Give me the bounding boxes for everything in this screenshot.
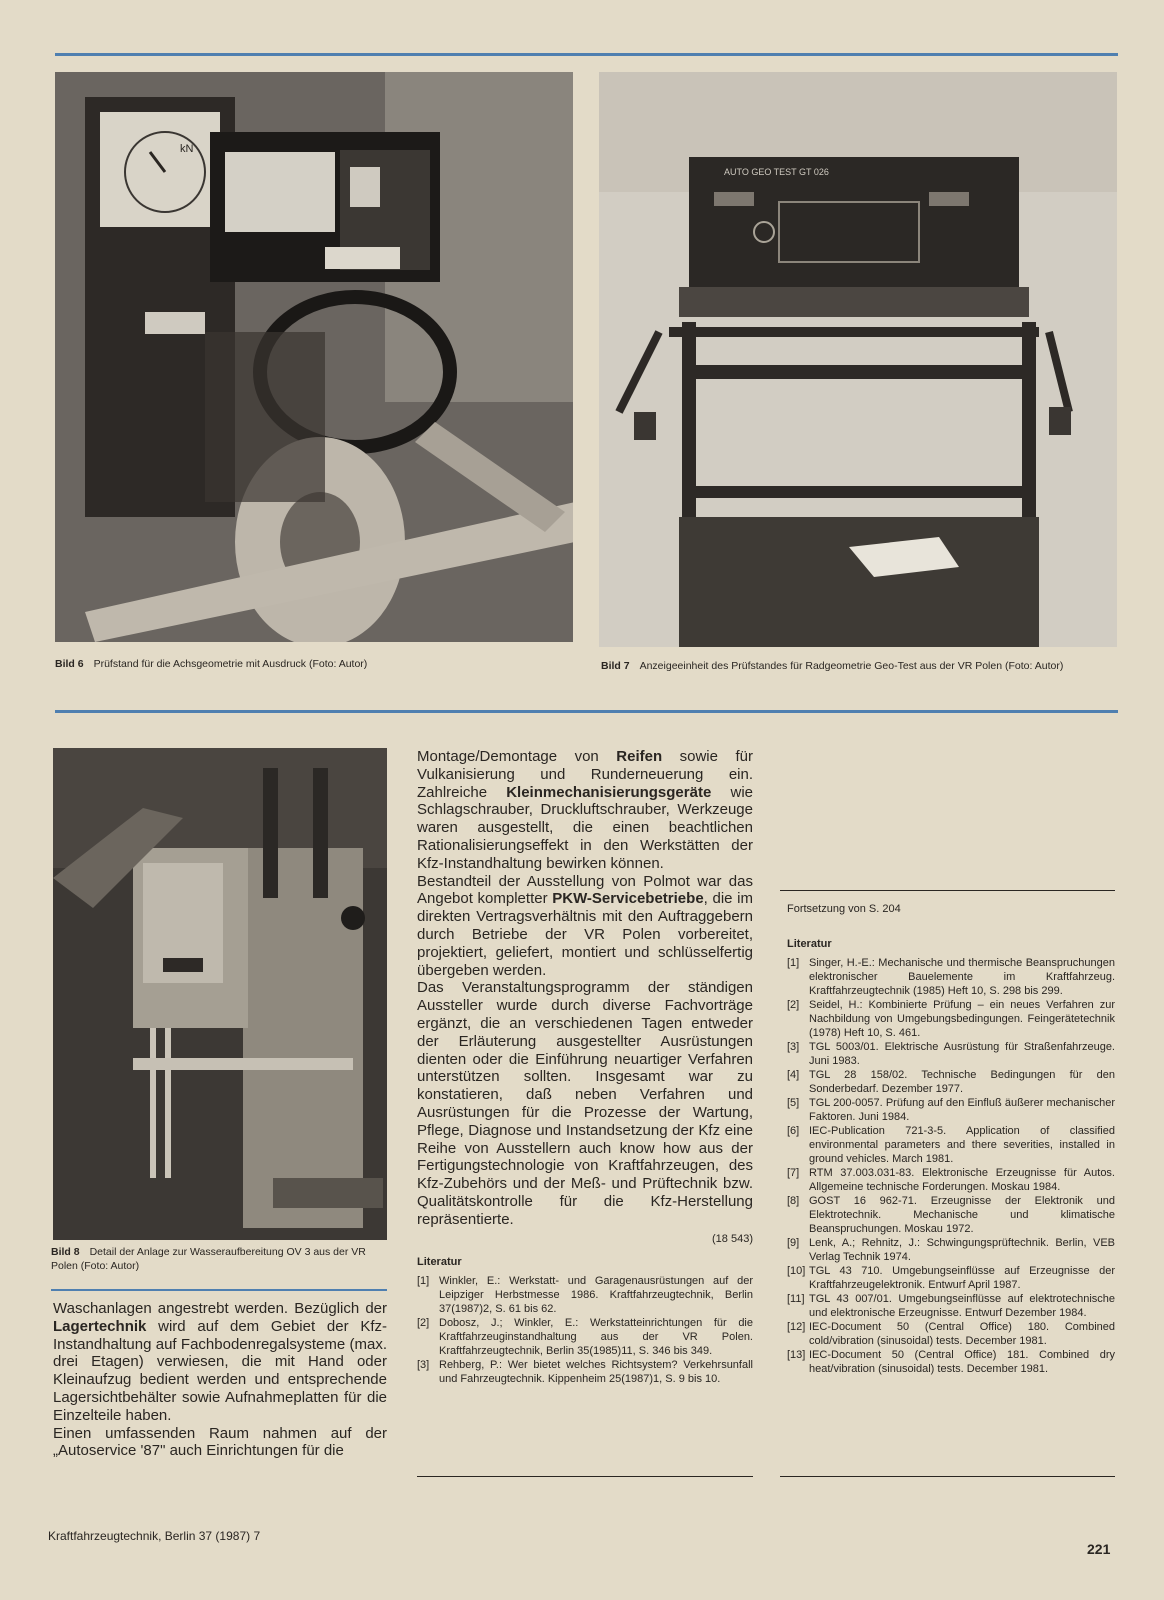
literature-item: [10] TGL 43 710. Umgebungseinflüsse auf Erzeugnisse der Kraftfahrzeugelektronik. Entwurf April 1987. [787,1264,1115,1291]
literature-item: [11] TGL 43 007/01. Umgebungseinflüsse auf elektrotechnische und elektronische Erzeugnisse. Entwurf Dezember 1984. [787,1292,1115,1319]
mid-rule [55,710,1118,713]
literature-item: [4] TGL 28 158/02. Technische Bedingungen für den Sonderbedarf. Dezember 1977. [787,1068,1115,1095]
mid-p2-text-a: Bestandteil der Ausstellung von Polmot war das Angebot kompletter [417,872,753,908]
page-number: 221 [1087,1541,1111,1557]
mid-literature-list [417,1274,753,1386]
caption-bild-6-text: Prüfstand für die Achsgeometrie mit Ausdruck (Foto: Autor) [93,658,368,670]
right-column [787,902,1115,1376]
caption-bild-6-label: Bild 6 [55,658,84,670]
fortsetzung-note: Fortsetzung von S. 204 [787,903,901,915]
mid-paragraph-1 [417,748,753,873]
caption-bild-7-text: Anzeigeeinheit des Prüfstandes für Radgeometrie Geo-Test aus der VR Polen (Foto: Autor) [639,660,1064,672]
mid-column-end-rule [417,1476,753,1477]
literature-item: [3] Rehberg, P.: Wer bietet welches Richtsystem? Verkehrsunfall und Fahrzeugtechnik. Kippenheim 25(1987)1, S. 9 bis 10. [417,1359,753,1386]
keyword-reifen: Reifen [616,748,663,765]
literature-item: [13] IEC-Document 50 (Central Office) 181. Combined dry heat/vibration (sinusoidal) tests. December 1981. [787,1348,1115,1375]
article-reference-number: (18 543) [712,1232,753,1245]
caption-bild-8-text: Detail der Anlage zur Wasseraufbereitung OV 3 aus der VR Polen (Foto: Autor) [51,1246,366,1272]
left-p1-text-c: wird auf dem Gebiet der Kfz-Instandhaltung auf Fachbodenregalsysteme (max. drei Etagen) verwiesen, die mit Hand oder Kleinaufzug bedient werden und entsprechende Lagersichtbehälter sowie Aufnahmeplatten für die Einzelteile haben. [53,1317,387,1424]
keyword-lagertechnik: Lagertechnik [53,1317,147,1335]
literature-item: [9] Lenk, A.; Rehnitz, J.: Schwingungsprüftechnik. Berlin, VEB Verlag Technik 1974. [787,1236,1115,1263]
left-paragraph-2: Einen umfassenden Raum nahmen auf der „Autoservice '87" auch Einrichtungen für die [53,1424,387,1460]
mid-paragraph-2 [417,873,753,980]
photo-bild-7 [599,72,1117,647]
literature-item: [7] RTM 37.003.031-83. Elektronische Erzeugnisse für Autos. Allgemeine technische Forderungen. Moskau 1984. [787,1166,1115,1193]
literature-item: [8] GOST 16 962-71. Erzeugnisse der Elektronik und Elektrotechnik. Mechanische und klimatische Beanspruchungen. Moskau 1972. [787,1194,1115,1235]
mid-literature-title: Literatur [417,1256,462,1269]
literature-item: [1] Winkler, E.: Werkstatt- und Garagenausrüstungen auf der Leipziger Herbstmesse 1986. Kraftfahrzeugtechnik, Berlin 37(1987)2, S. 61 bis 62. [417,1275,753,1316]
caption-bild-7 [601,659,1117,673]
right-literature-title: Literatur [787,938,832,950]
literature-item: [12] IEC-Document 50 (Central Office) 180. Combined cold/vibration (sinusoidal) tests. December 1981. [787,1320,1115,1347]
keyword-kleinmechanisierungsgeraete: Kleinmechanisierungsgeräte [506,783,712,801]
literature-item: [1] Singer, H.-E.: Mechanische und thermische Beanspruchungen elektronischer Bauelemente im Kraftfahrzeug. Kraftfahrzeugtechnik (1985) Heft 10, S. 298 bis 299. [787,956,1115,997]
left-paragraph-1 [53,1300,387,1425]
literature-item: [5] TGL 200-0057. Prüfung auf den Einfluß äußerer mechanischer Faktoren. Juni 1984. [787,1096,1115,1123]
caption-bild-7-label: Bild 7 [601,660,630,672]
caption-bild-8-label: Bild 8 [51,1246,80,1258]
journal-footer: Kraftfahrzeugtechnik, Berlin 37 (1987) 7 [48,1529,261,1543]
geo-test-panel-label: AUTO GEO TEST GT 026 [724,167,829,177]
right-column-top-rule [780,890,1115,891]
literature-item: [2] Seidel, H.: Kombinierte Prüfung – ein neues Verfahren zur Nachbildung von Umgebungsbedingungen. Feingerätetechnik (1978) Heft 10, S. 461. [787,998,1115,1039]
mid-p2-text-c: , die im direkten Vertragsverhältnis mit den Auftraggebern durch Betriebe der VR Polen vorbereitet, projektiert, geliefert, montiert und schlüsselfertig übergeben werden. [417,890,753,979]
photo-bild-8 [53,748,387,1240]
literature-item: [2] Dobosz, J.; Winkler, E.: Werkstatteinrichtungen für die Kraftfahrzeuginstandhaltung aus der VR Polen. Kraftfahrzeugtechnik, Berlin 35(1985)11, S. 346 bis 349. [417,1317,753,1358]
middle-column [417,748,753,1386]
mid-p1-text-e: wie Schlagschrauber, Druckluftschrauber, Werkzeuge waren ausgestellt, die einen beachtlichen Rationalisierungseffekt in den Werkstätten der Kfz-Instandhaltung bewirken können. [417,783,753,872]
gauge-unit-label: kN [180,143,194,155]
keyword-pkw-servicebetriebe: PKW-Servicebetriebe [552,890,704,908]
right-literature-list [787,956,1115,1376]
top-rule [55,53,1118,56]
caption-bild-6 [55,657,575,671]
right-column-end-rule [780,1476,1115,1477]
left-p1-text-a: Waschanlagen angestrebt werden. Bezüglich der [53,1300,387,1317]
caption-bild-8 [51,1245,391,1273]
mid-paragraph-3: Das Veranstaltungsprogramm der ständigen Aussteller wurde durch diverse Fachvorträge ergänzt, die an verschiedenen Tagen entweder der Erläuterung ausgestellter Ausrüstungen dienten oder die Einführung neuartiger Verfahren unterstützen sollten. Insgesamt war zu konstatieren, daß neben Verfahren und Ausrüstungen für die Prozesse der Wartung, Pflege, Diagnose und Instandsetzung der Kfz eine Reihe von Ausstellern auch know how aus der Fertigungstechnologie von Kraftfahrzeugen, des Kfz-Zubehörs und der Meß- und Prüftechnik bzw. Qualitätskontrolle für die Kfz-Herstellung repräsentierte. [417,979,753,1228]
literature-item: [6] IEC-Publication 721-3-5. Application of classified environmental parameters and there severities, installed in ground vehicles. March 1981. [787,1124,1115,1165]
left-column [53,1300,387,1460]
mid-p1-text-a: Montage/Demontage von [417,748,617,765]
literature-item: [3] TGL 5003/01. Elektrische Ausrüstung für Straßenfahrzeuge. Juni 1983. [787,1040,1115,1067]
divider-left [51,1289,387,1291]
mid-p1-text-c: sowie für Vulkanisierung und Runderneuerung ein. Zahlreiche [417,748,753,801]
photo-bild-6 [55,72,573,642]
